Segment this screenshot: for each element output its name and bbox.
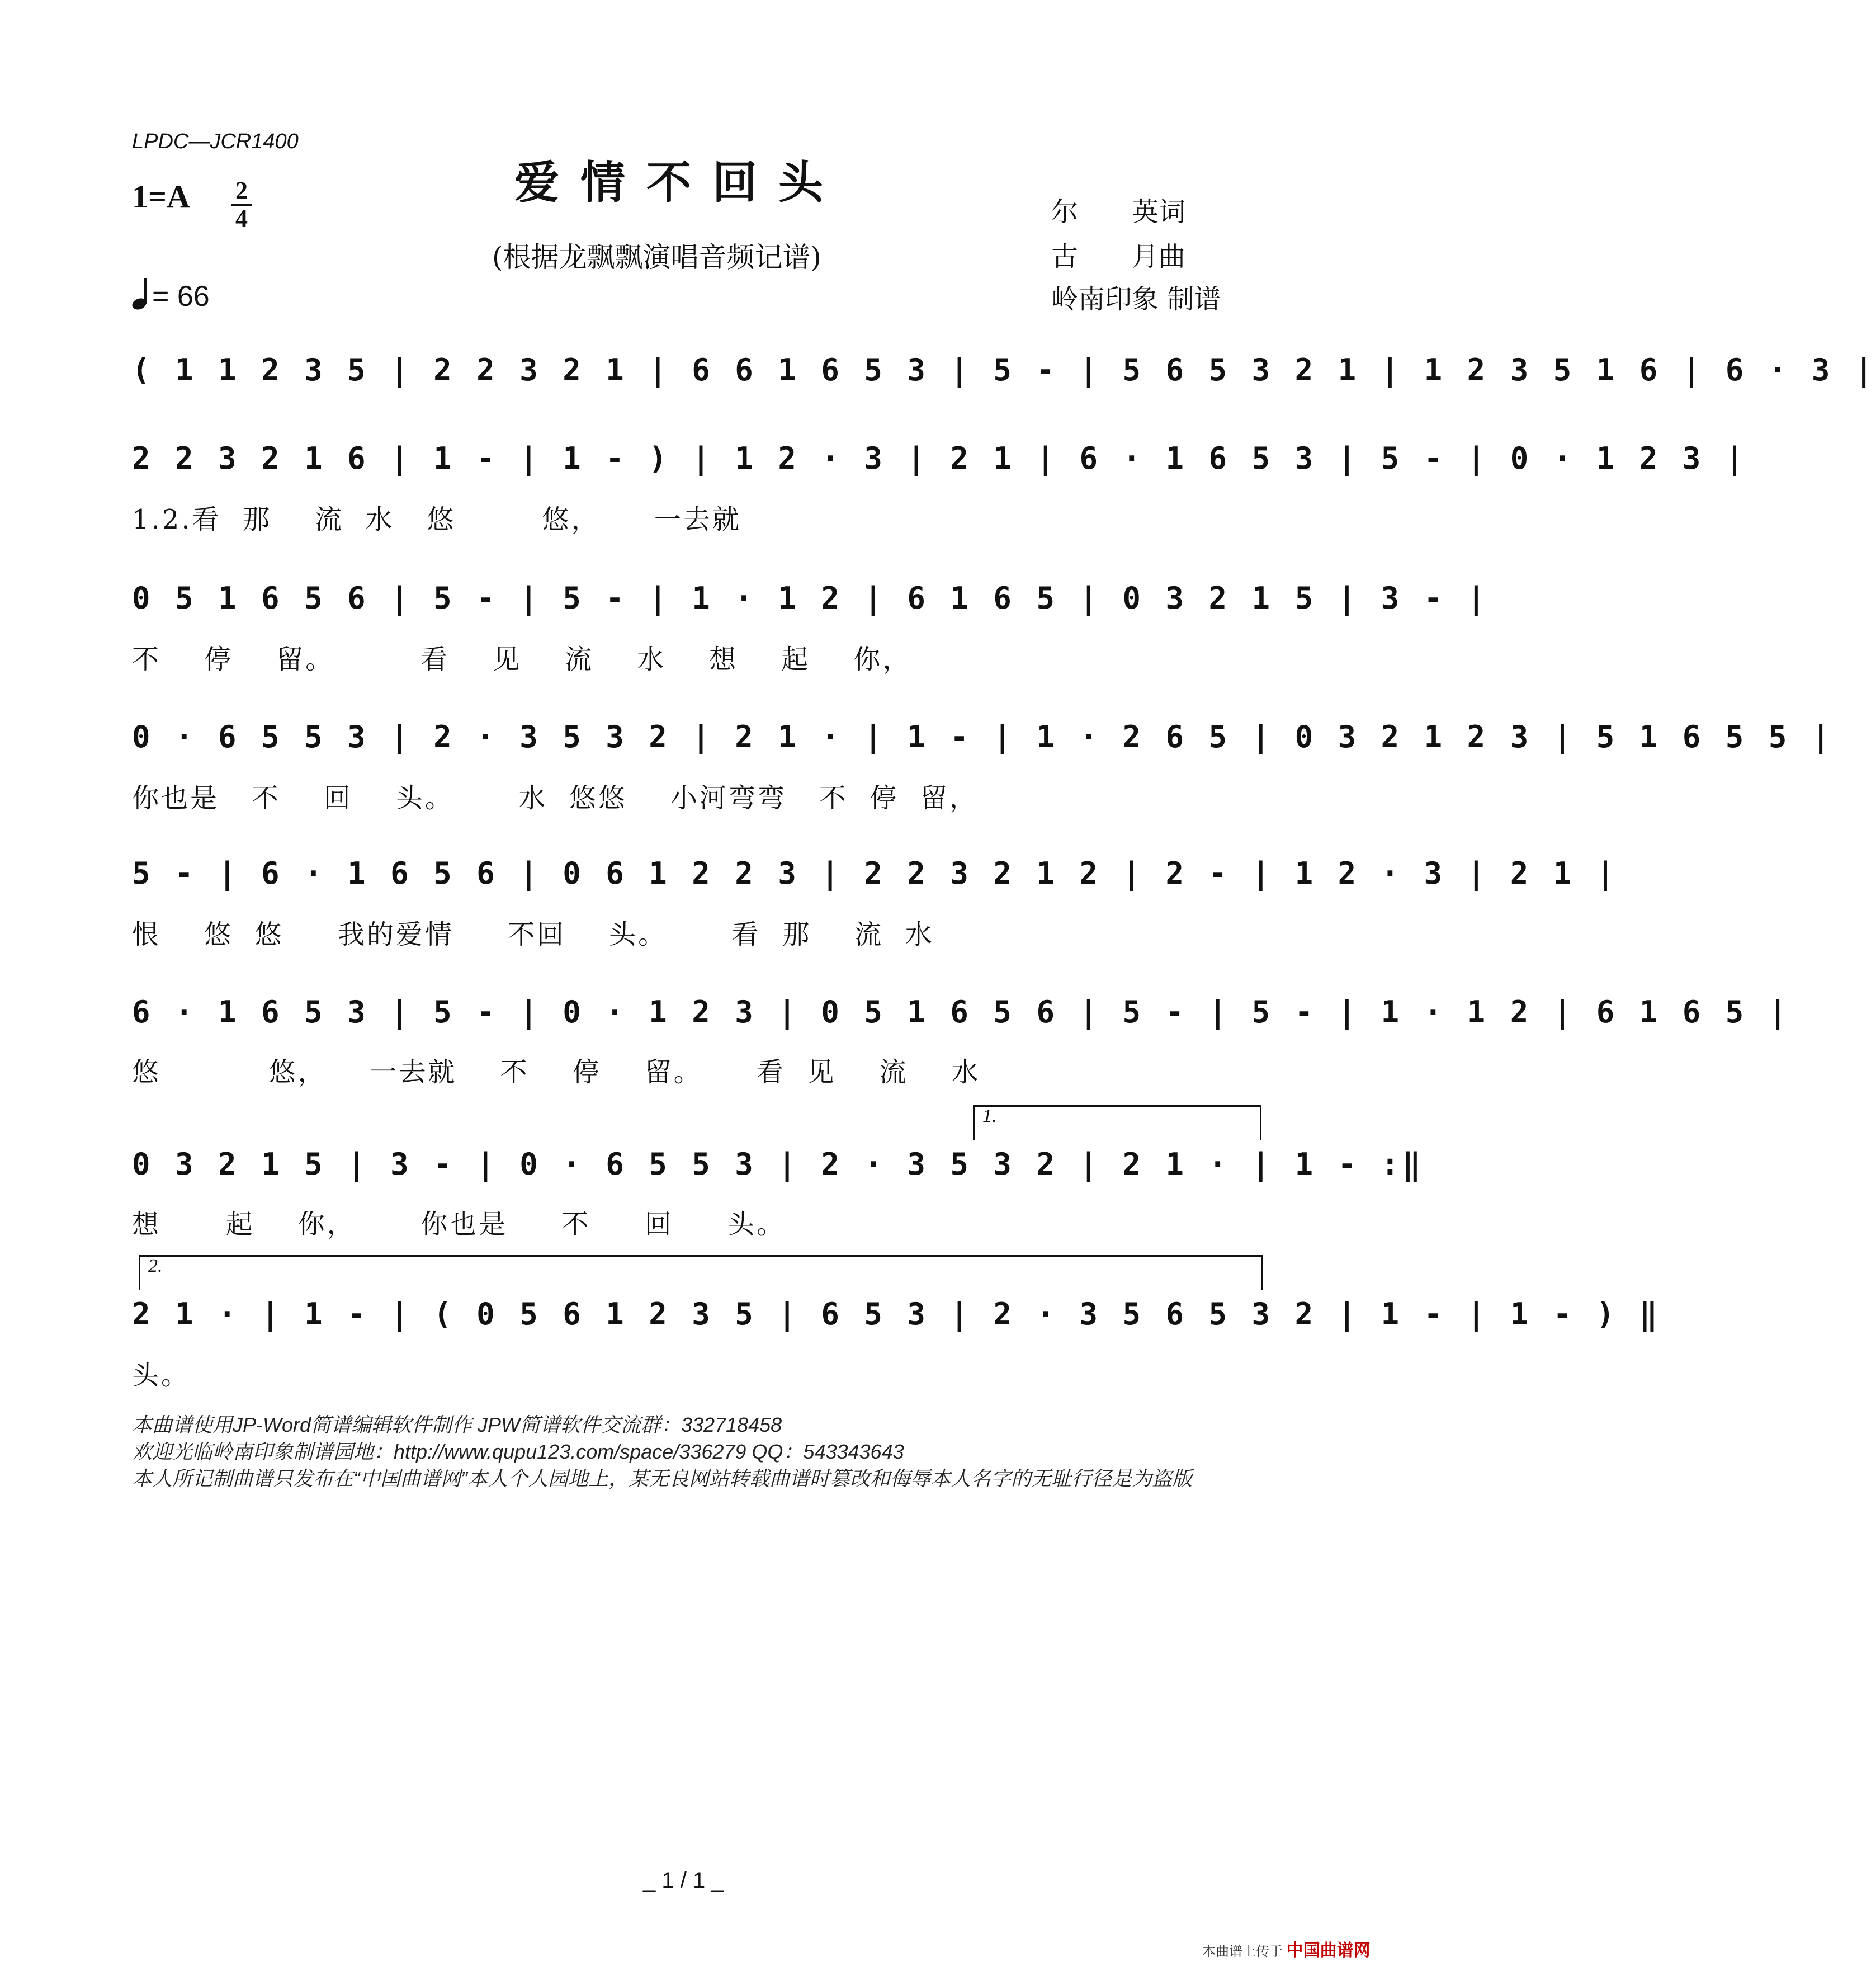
score-row-1: ( 1 1 2 3 5 | 2 2 3 2 1 | 6 6 1 6 5 3 | 5 - | 5 6 5 3 2 1 | 1 2 3 5 1 6 | 6 · 3 |	[132, 352, 1876, 388]
lyric-line-4: 恨 悠 悠 我的爱情 不回 头。 看 那 流 水	[132, 919, 934, 950]
score-row-3: 0 5 1 6 5 6 | 5 - | 5 - | 1 · 1 2 | 6 1 6 5 | 0 3 2 1 5 | 3 - |	[132, 581, 1489, 616]
score-row-7: 0 3 2 1 5 | 3 - | 0 · 6 5 5 3 | 2 · 3 5 3 2 | 2 1 · | 1 - :‖	[132, 1147, 1424, 1182]
volta-first-ending: 1.	[973, 1105, 1261, 1140]
footer-line-2: 欢迎光临岭南印象制谱园地：http://www.qupu123.com/space/336279 QQ：543343643	[132, 1440, 904, 1463]
score-code: LPDC—JCR1400	[132, 130, 299, 153]
footer-line-1: 本曲谱使用JP-Word简谱编辑软件制作 JPW简谱软件交流群：332718458	[132, 1413, 782, 1436]
lyric-line-1: 1.2.看 那 流 水 悠 悠， 一去就	[132, 504, 741, 535]
song-subtitle: (根据龙飘飘演唱音频记谱)	[492, 241, 822, 273]
footer-line-3: 本人所记制曲谱只发布在“中国曲谱网”本人个人园地上，某无良网站转载曲谱时篡改和侮辱本人名字的无耻行径是为盗版	[132, 1467, 1192, 1490]
score-row-8: 2 1 · | 1 - | ( 0 5 6 1 2 3 5 | 6 5 3 | 2 · 3 5 6 5 3 2 | 1 - | 1 - ) ‖	[132, 1296, 1661, 1332]
composer-credit: 古 月曲	[1051, 241, 1186, 272]
tempo-marking	[132, 280, 210, 313]
quarter-note-icon	[132, 281, 149, 309]
lyric-line-5: 悠 悠， 一去就 不 停 留。 看 见 流 水	[132, 1057, 981, 1088]
lyric-line-3: 你也是 不 回 头。 水 悠悠 小河弯弯 不 停 留，	[132, 782, 979, 814]
tempo-value: = 66	[152, 280, 210, 313]
time-signature-top: 2	[235, 177, 248, 204]
song-title: 爱情不回头	[514, 156, 844, 209]
time-signature	[230, 178, 253, 232]
volta-second-ending: 2.	[139, 1255, 1263, 1290]
site-logo: 中国曲谱网	[1286, 1941, 1371, 1960]
arranger-credit: 岭南印象 制谱	[1051, 284, 1221, 315]
lyric-line-7: 头。	[132, 1360, 191, 1391]
lyric-line-6: 想 起 你， 你也是 不 回 头。	[132, 1209, 786, 1240]
score-row-4: 0 · 6 5 5 3 | 2 · 3 5 3 2 | 2 1 · | 1 - | 1 · 2 6 5 | 0 3 2 1 2 3 | 5 1 6 5 5 |	[132, 719, 1834, 754]
key-signature: 1=A	[132, 178, 190, 215]
page-number: _ 1 / 1 _	[643, 1868, 724, 1893]
lyric-line-2: 不 停 留。 看 见 流 水 想 起 你，	[132, 644, 912, 675]
score-row-5: 5 - | 6 · 1 6 5 6 | 0 6 1 2 2 3 | 2 2 3 2 1 2 | 2 - | 1 2 · 3 | 2 1 |	[132, 856, 1618, 891]
score-row-6: 6 · 1 6 5 3 | 5 - | 0 · 1 2 3 | 0 5 1 6 5 6 | 5 - | 5 - | 1 · 1 2 | 6 1 6 5 |	[132, 994, 1790, 1030]
lyricist-credit: 尔 英词	[1051, 196, 1186, 228]
score-row-2: 2 2 3 2 1 6 | 1 - | 1 - ) | 1 2 · 3 | 2 1 | 6 · 1 6 5 3 | 5 - | 0 · 1 2 3 |	[132, 441, 1747, 476]
time-signature-bottom: 4	[235, 205, 248, 232]
site-watermark: 本曲谱上传于 中国曲谱网	[1202, 1941, 1371, 1960]
